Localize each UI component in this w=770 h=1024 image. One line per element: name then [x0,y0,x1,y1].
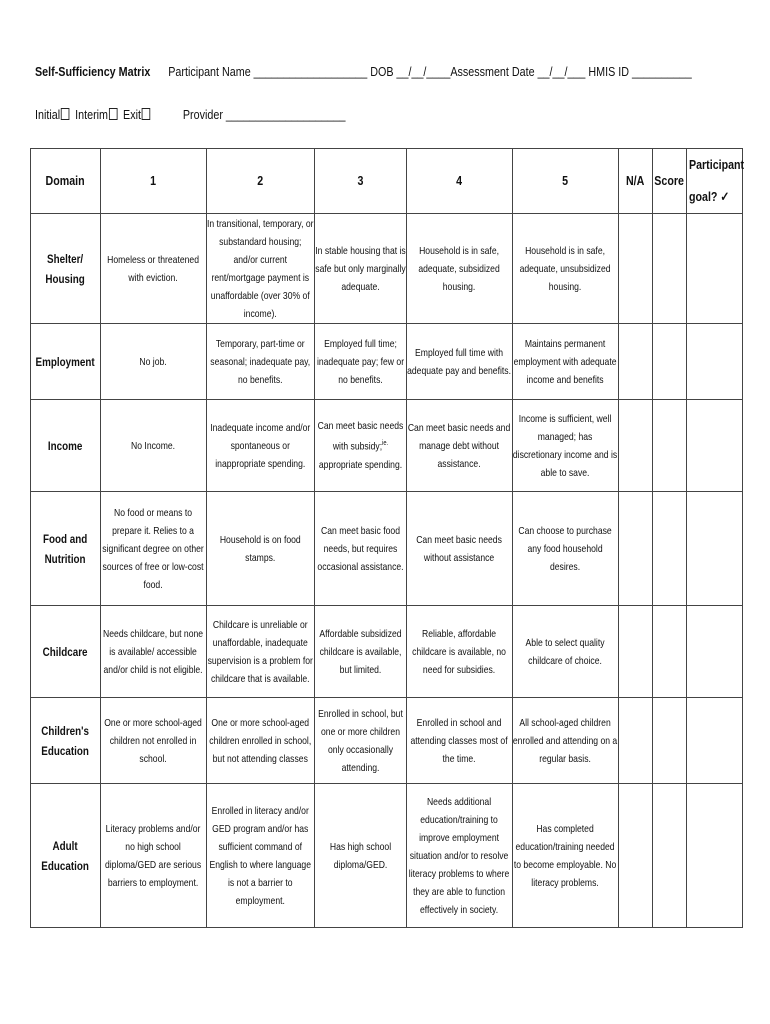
level-5-cell: Household is in safe, adequate, unsubsidized housing. [513,214,619,324]
level-3-cell: Can meet basic food needs, but requires occasional assistance. [315,492,407,606]
col-header-3: 3 [315,149,407,214]
initial-checkbox[interactable] [61,108,70,120]
participant-fields-line[interactable]: Participant Name ___________________ DOB __/__/____Assessment Date __/__/___ HMIS ID __________ [168,65,692,79]
goal-cell[interactable] [687,324,743,400]
domain-cell: Shelter/ Housing [31,214,101,324]
exit-label: Exit [123,108,141,122]
level-5-cell: Can choose to purchase any food household desires. [513,492,619,606]
na-cell[interactable] [619,400,653,492]
level-1-cell: Needs childcare, but none is available/ accessible and/or child is not eligible. [101,606,207,698]
goal-cell[interactable] [687,784,743,928]
score-cell[interactable] [653,400,687,492]
level-1-cell: Homeless or threatened with eviction. [101,214,207,324]
interim-checkbox[interactable] [109,108,118,120]
level-5-cell: All school-aged children enrolled and attending on a regular basis. [513,698,619,784]
goal-cell[interactable] [687,606,743,698]
level-4-cell: Household is in safe, adequate, subsidized housing. [407,214,513,324]
level-4-cell: Reliable, affordable childcare is available, no need for subsidies. [407,606,513,698]
score-cell[interactable] [653,698,687,784]
form-title: Self-Sufficiency Matrix [35,65,151,79]
na-cell[interactable] [619,492,653,606]
exit-checkbox[interactable] [142,108,151,120]
col-header-na: N/A [619,149,653,214]
domain-cell: Children's Education [31,698,101,784]
na-cell[interactable] [619,698,653,784]
level-2-cell: One or more school-aged children enrolled in school, but not attending classes [207,698,315,784]
level-3-cell: Employed full time; inadequate pay; few or no benefits. [315,324,407,400]
table-row-childcare [31,606,743,698]
level-2-cell: Childcare is unreliable or unaffordable, inadequate supervision is a problem for childcare that is available. [207,606,315,698]
level-4-cell: Employed full time with adequate pay and benefits. [407,324,513,400]
level-1-cell: Literacy problems and/or no high school diploma/GED are serious barriers to employment. [101,784,207,928]
col-header-participant-goal: Participant goal? ✓ [687,149,743,214]
level-2-cell: Temporary, part-time or seasonal; inadequate pay, no benefits. [207,324,315,400]
table-row-employment [31,324,743,400]
domain-cell: Adult Education [31,784,101,928]
level-5-cell: Able to select quality childcare of choice. [513,606,619,698]
table-row-childrens-education [31,698,743,784]
col-header-1: 1 [101,149,207,214]
col-header-4: 4 [407,149,513,214]
score-cell[interactable] [653,324,687,400]
provider-field[interactable]: Provider ____________________ [182,108,346,122]
level-3-cell: Can meet basic needs with subsidy;$^{ie.}$ appropriate spending. [315,400,407,492]
table-row-shelter-housing [31,214,743,324]
level-3-cell: In stable housing that is safe but only marginally adequate. [315,214,407,324]
domain-cell: Employment [31,324,101,400]
level-2-cell: Enrolled in literacy and/or GED program and/or has sufficient command of English to where language is not a barrier to employment. [207,784,315,928]
self-sufficiency-matrix-table [30,148,743,928]
table-row-adult-education [31,784,743,928]
form-header-line-1 [35,65,692,79]
level-3-cell: Has high school diploma/GED. [315,784,407,928]
level-2-cell: Household is on food stamps. [207,492,315,606]
table-row-food-nutrition [31,492,743,606]
score-cell[interactable] [653,214,687,324]
interim-label: Interim [75,108,108,122]
score-cell[interactable] [653,492,687,606]
level-4-cell: Can meet basic needs and manage debt without assistance. [407,400,513,492]
level-4-cell: Enrolled in school and attending classes most of the time. [407,698,513,784]
level-1-cell: One or more school-aged children not enrolled in school. [101,698,207,784]
col-header-2: 2 [207,149,315,214]
na-cell[interactable] [619,214,653,324]
goal-cell[interactable] [687,492,743,606]
col-header-domain: Domain [31,149,101,214]
col-header-5: 5 [513,149,619,214]
level-2-cell: Inadequate income and/or spontaneous or inappropriate spending. [207,400,315,492]
level-5-cell: Maintains permanent employment with adequate income and benefits [513,324,619,400]
level-2-cell: In transitional, temporary, or substandard housing; and/or current rent/mortgage payment is unaffordable (over 30% of income). [207,214,315,324]
na-cell[interactable] [619,324,653,400]
goal-cell[interactable] [687,214,743,324]
level-3-cell: Enrolled in school, but one or more children only occasionally attending. [315,698,407,784]
na-cell[interactable] [619,784,653,928]
col-header-score: Score [653,149,687,214]
table-row-income [31,400,743,492]
level-4-cell: Can meet basic needs without assistance [407,492,513,606]
score-cell[interactable] [653,606,687,698]
domain-cell: Food and Nutrition [31,492,101,606]
checkmark-icon: ✓ [720,189,730,204]
level-5-cell: Income is sufficient, well managed; has discretionary income and is able to save. [513,400,619,492]
goal-cell[interactable] [687,698,743,784]
level-1-cell: No job. [101,324,207,400]
initial-label: Initial [35,108,61,122]
score-cell[interactable] [653,784,687,928]
header-row [31,149,743,214]
domain-cell: Childcare [31,606,101,698]
level-4-cell: Needs additional education/training to improve employment situation and/or to resolve literacy problems to where they are able to function effectively in society. [407,784,513,928]
level-3-cell: Affordable subsidized childcare is available, but limited. [315,606,407,698]
domain-cell: Income [31,400,101,492]
form-header-line-2 [35,108,345,122]
level-1-cell: No food or means to prepare it. Relies to a significant degree on other sources of free or low-cost food. [101,492,207,606]
goal-cell[interactable] [687,400,743,492]
level-5-cell: Has completed education/training needed to become employable. No literacy problems. [513,784,619,928]
na-cell[interactable] [619,606,653,698]
level-1-cell: No Income. [101,400,207,492]
